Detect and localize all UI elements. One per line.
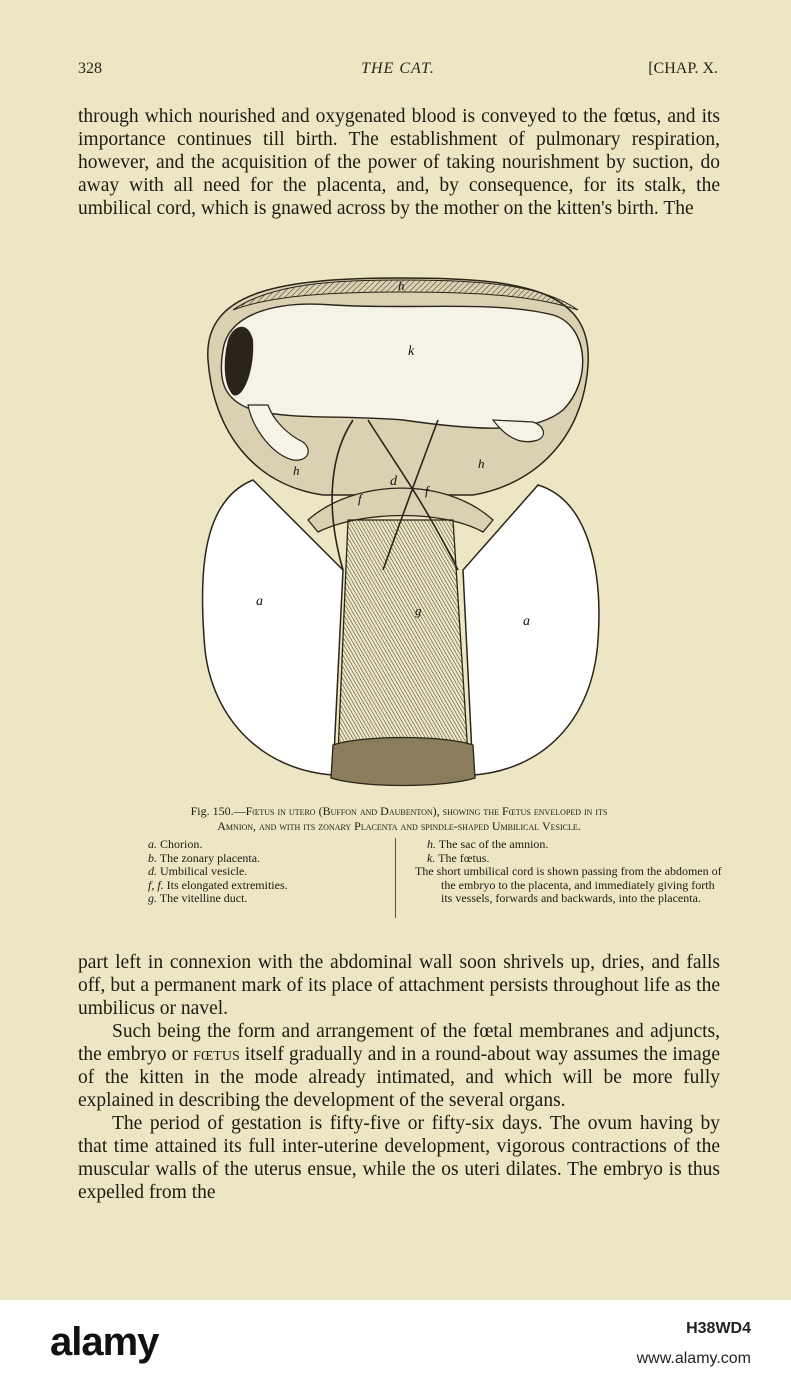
watermark-image-id: H38WD4 xyxy=(686,1320,751,1337)
label-h-right: h xyxy=(478,456,485,471)
legend-item: f, f. Its elongated extremities. xyxy=(148,877,288,892)
page-number: 328 xyxy=(78,60,102,77)
watermark-strip xyxy=(0,1300,791,1390)
label-a-right: a xyxy=(523,614,530,629)
page-header xyxy=(78,60,718,82)
chapter-label: [CHAP. X. xyxy=(648,60,718,77)
top-paragraph xyxy=(78,105,720,220)
caption-prefix: Fig. 150.— xyxy=(190,804,246,818)
bottom-paragraph-1: part left in connexion with the abdominal wall soon shrivels up, dries, and falls off, but a permanent mark of its place of attachment persists throughout life as the umbilicus or navel. xyxy=(78,952,720,1019)
placenta-base xyxy=(331,738,475,786)
legend-item: b. The zonary placenta. xyxy=(148,850,261,865)
watermark-logo: alamy xyxy=(50,1320,159,1364)
placenta-stalk xyxy=(338,520,468,755)
label-f-left: f xyxy=(358,491,362,506)
legend-item: h. The sac of the amnion. xyxy=(427,837,549,851)
bottom-paragraph-3: The period of gestation is fifty-five or fifty-six days. The ovum having by that time attained its full inter-uterine development, vigorous contractions of the muscular walls of the uterus ensue, while the os uteri dilates. The embryo is thus expelled from the xyxy=(78,1113,720,1203)
top-paragraph-text: through which nourished and oxygenated blood is conveyed to the fœtus, and its importance continues till birth. The establishment of pulmonary respiration, however, and the acquisition of the power of taking nourishment by suction, do away with all need for the placenta, and, by consequence, for its stalk, the umbilical cord, which is gnawed across by the mother on the kitten's birth. The xyxy=(78,106,720,219)
legend-item: d. Umbilical vesicle. xyxy=(148,864,248,878)
figure-caption xyxy=(78,804,720,834)
foetus-body xyxy=(221,304,582,428)
legend-item: g. The vitelline duct. xyxy=(148,891,248,905)
bottom-text xyxy=(78,951,720,1204)
label-h-left: h xyxy=(293,463,300,478)
bottom-paragraph-2: Such being the form and arrangement of the fœtal membranes and adjuncts, the embryo or fœtus itself gradually and in a round-about way assumes the image of the kitten in the mode already intimated, and which will be more fully explained in describing the development of the several organs. xyxy=(78,1021,721,1111)
caption-line-2: Amnion, and with its zonary Placenta and spindle-shaped Umbilical Vesicle. xyxy=(217,819,581,833)
label-g: g xyxy=(415,603,422,618)
legend-right xyxy=(415,838,725,906)
label-d: d xyxy=(390,474,397,489)
label-k: k xyxy=(408,344,415,359)
label-h-top: h xyxy=(398,278,405,293)
label-f-right: f xyxy=(425,483,429,498)
legend-item: k. The fœtus. xyxy=(427,850,490,865)
caption-line-1: Fœtus in utero (Buffon and Daubenton), showing the Fœtus enveloped in its xyxy=(245,804,608,818)
running-title: THE CAT. xyxy=(361,60,435,77)
legend-item: a. Chorion. xyxy=(148,837,203,851)
foetus-illustration xyxy=(193,270,605,790)
legend-note: The short umbilical cord is shown passing from the abdomen of the embryo to the placenta, and immediately giving forth its vessels, forwards and backwards, into the placenta. xyxy=(415,864,722,905)
legend-left xyxy=(148,838,388,906)
watermark-url: www.alamy.com xyxy=(636,1350,751,1367)
legend-divider xyxy=(395,838,396,918)
label-a-left: a xyxy=(256,594,263,609)
